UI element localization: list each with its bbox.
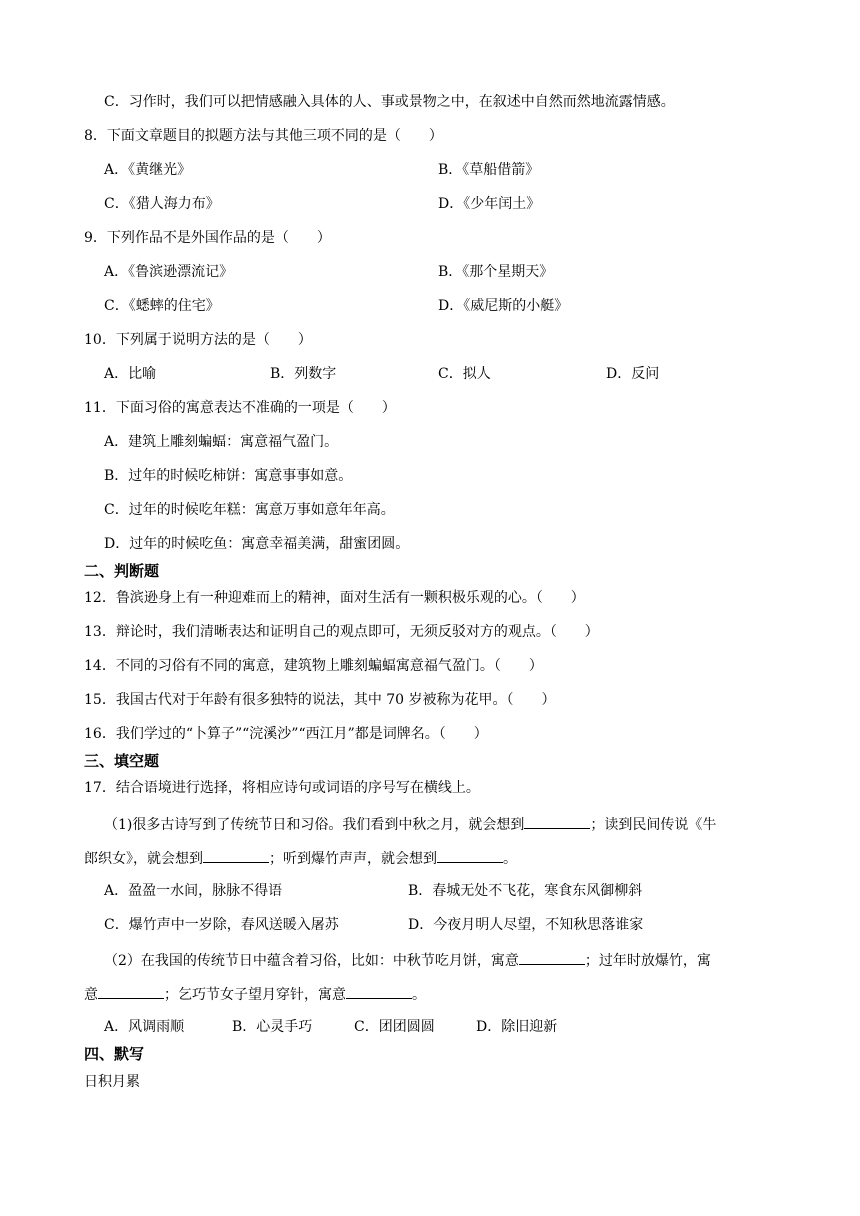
q17-opt2-b: B．心灵手巧 xyxy=(232,1019,313,1035)
q9-option-d: D．《威尼斯的小艇》 xyxy=(438,298,569,314)
question-10: 10．下列属于说明方法的是（ ） xyxy=(84,332,312,348)
q17-part1-line1 xyxy=(104,813,716,835)
q17-opt2-c: C．团团圆圆 xyxy=(354,1019,435,1035)
q8-option-a: A．《黄继光》 xyxy=(104,162,192,178)
question-13: 13．辩论时，我们清晰表达和证明自己的观点即可，无须反驳对方的观点。（ ） xyxy=(84,624,599,640)
q17-part2-text: 意 xyxy=(84,987,98,1003)
question-12: 12．鲁滨逊身上有一种迎难而上的精神，面对生活有一颗积极乐观的心。（ ） xyxy=(84,590,585,606)
q17-part1-text: ；听到爆竹声声，就会想到 xyxy=(269,851,437,867)
question-16: 16．我们学过的“卜算子”“浣溪沙”“西江月”都是词牌名。（ ） xyxy=(84,726,488,742)
q9-option-c: C．《蟋蟀的住宅》 xyxy=(104,298,220,314)
dictation-subtitle: 日积月累 xyxy=(84,1074,140,1090)
q17-part2-line2 xyxy=(84,983,426,1005)
q11-option-a: A．建筑上雕刻蝙蝠：寓意福气盈门。 xyxy=(104,434,339,450)
answer-blank[interactable] xyxy=(203,847,269,863)
question-15: 15．我国古代对于年龄有很多独特的说法，其中 70 岁被称为花甲。（ ） xyxy=(84,692,556,708)
question-14: 14．不同的习俗有不同的寓意，建筑物上雕刻蝙蝠寓意福气盈门。（ ） xyxy=(84,658,543,674)
q17-part1-text: ；读到民间传说《牛 xyxy=(590,817,717,833)
q17-part1-text: （1)很多古诗写到了传统节日和习俗。我们看到中秋之月，就会想到 xyxy=(104,817,525,833)
answer-blank[interactable] xyxy=(519,949,585,965)
answer-blank[interactable] xyxy=(524,813,590,829)
q17-opt1-c: C．爆竹声中一岁除，春风送暖入屠苏 xyxy=(104,917,339,933)
answer-blank[interactable] xyxy=(98,983,164,999)
q17-opt1-d: D．今夜月明人尽望，不知秋思落谁家 xyxy=(408,917,644,933)
section-title-dictation: 四、默写 xyxy=(84,1045,145,1063)
q10-option-b: B．列数字 xyxy=(270,366,337,382)
question-9: 9．下列作品不是外国作品的是（ ） xyxy=(84,230,331,246)
q10-option-d: D．反问 xyxy=(606,366,660,382)
q7-option-c: C．习作时，我们可以把情感融入具体的人、事或景物之中，在叙述中自然而然地流露情感。 xyxy=(104,94,675,110)
answer-blank[interactable] xyxy=(437,847,503,863)
q8-option-b: B．《草船借箭》 xyxy=(438,162,540,178)
section-title-fill-in: 三、填空题 xyxy=(84,752,160,770)
q17-opt2-a: A．风调雨顺 xyxy=(104,1019,185,1035)
q9-option-a: A．《鲁滨逊漂流记》 xyxy=(104,264,234,280)
q8-option-c: C．《猎人海力布》 xyxy=(104,196,220,212)
q17-part2-text: ；乞巧节女子望月穿针，寓意 xyxy=(164,987,346,1003)
q17-part2-text: （2）在我国的传统节日中蕴含着习俗，比如：中秋节吃月饼，寓意 xyxy=(104,953,519,969)
q17-part2-text: 。 xyxy=(412,987,426,1003)
q17-opt1-a: A．盈盈一水间，脉脉不得语 xyxy=(104,883,283,899)
question-17: 17．结合语境进行选择，将相应诗句或词语的序号写在横线上。 xyxy=(84,780,480,796)
q17-part1-text: 郎织女》，就会想到 xyxy=(84,851,203,867)
q11-option-b: B．过年的时候吃柿饼：寓意事事如意。 xyxy=(104,468,353,484)
q10-option-a: A．比喻 xyxy=(104,366,157,382)
q11-option-c: C．过年的时候吃年糕：寓意万事如意年年高。 xyxy=(104,502,395,518)
q17-opt2-d: D．除旧迎新 xyxy=(476,1019,558,1035)
answer-blank[interactable] xyxy=(346,983,412,999)
q17-part1-text: 。 xyxy=(503,851,517,867)
q17-part2-line1 xyxy=(104,949,711,971)
section-title-judgement: 二、判断题 xyxy=(84,562,160,580)
q10-option-c: C．拟人 xyxy=(438,366,491,382)
q11-option-d: D．过年的时候吃鱼：寓意幸福美满，甜蜜团圆。 xyxy=(104,536,410,552)
q8-option-d: D．《少年闰土》 xyxy=(438,196,541,212)
question-8: 8．下面文章题目的拟题方法与其他三项不同的是（ ） xyxy=(84,128,443,144)
q17-part2-text: ；过年时放爆竹，寓 xyxy=(584,953,711,969)
q17-part1-line2 xyxy=(84,847,517,869)
q17-opt1-b: B．春城无处不飞花，寒食东风御柳斜 xyxy=(408,883,643,899)
q9-option-b: B．《那个星期天》 xyxy=(438,264,554,280)
question-11: 11．下面习俗的寓意表达不准确的一项是（ ） xyxy=(84,400,396,416)
